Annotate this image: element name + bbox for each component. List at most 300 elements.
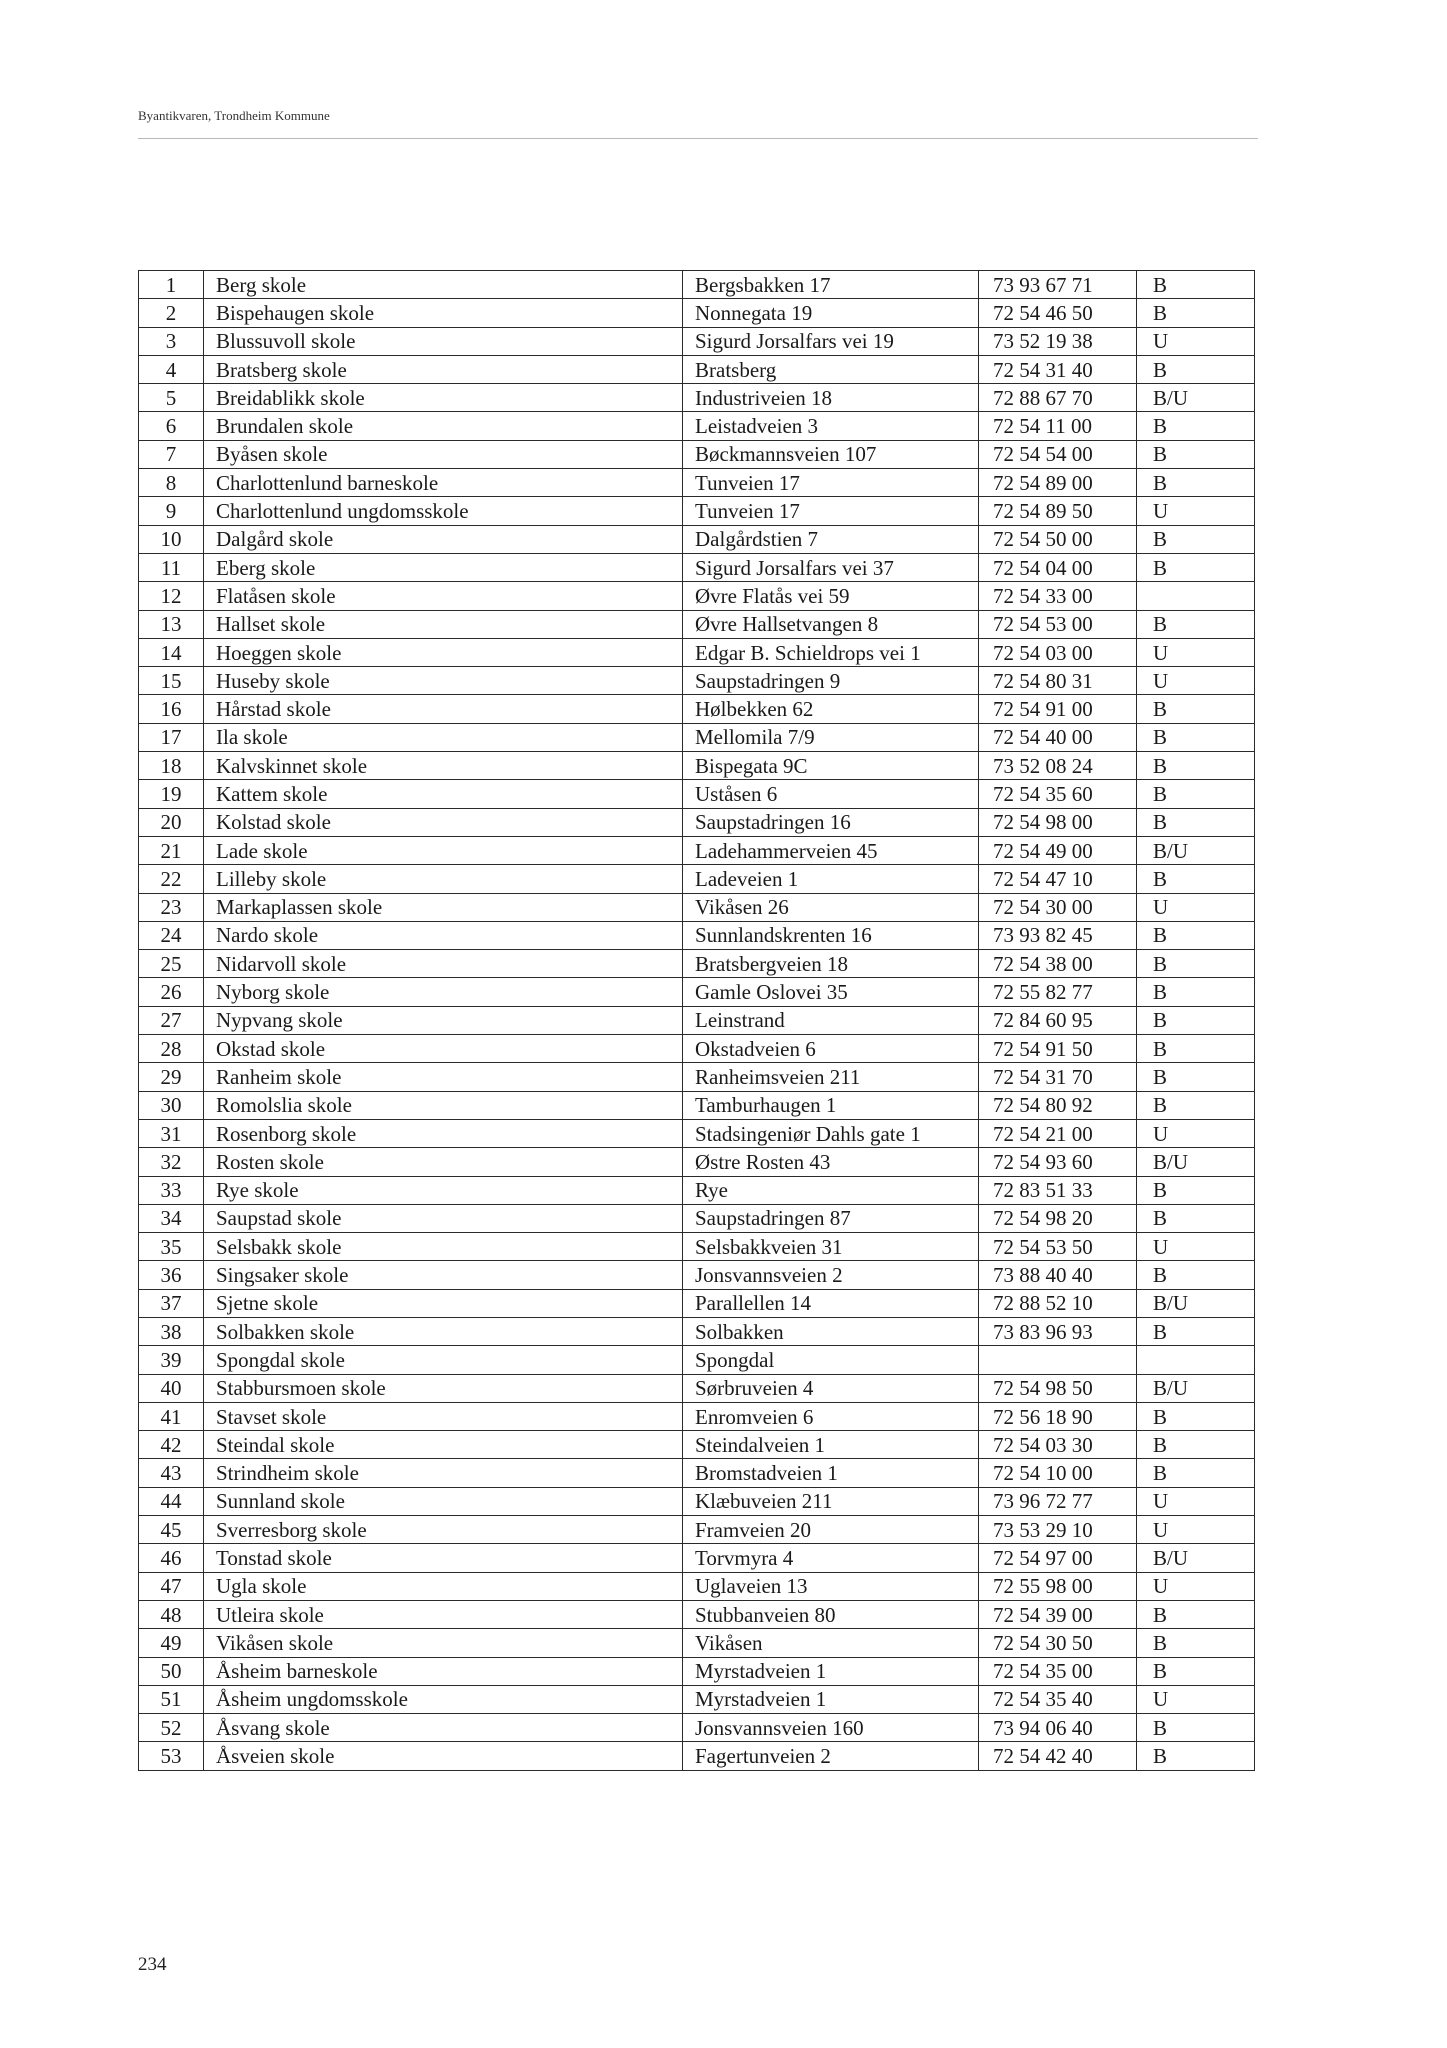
school-name: Lilleby skole: [204, 865, 683, 893]
table-row: [139, 1459, 1255, 1487]
school-address: Torvmyra 4: [683, 1544, 979, 1572]
school-type: B: [1137, 1657, 1255, 1685]
school-name: Spongdal skole: [204, 1346, 683, 1374]
table-row: [139, 1317, 1255, 1345]
school-address: Sigurd Jorsalfars vei 37: [683, 553, 979, 581]
school-phone: 72 54 35 40: [979, 1685, 1137, 1713]
school-address: Framveien 20: [683, 1516, 979, 1544]
school-address: Jonsvannsveien 2: [683, 1261, 979, 1289]
row-number: 26: [139, 978, 204, 1006]
school-type: B: [1137, 299, 1255, 327]
school-address: Saupstadringen 87: [683, 1204, 979, 1232]
school-phone: 72 54 53 50: [979, 1233, 1137, 1261]
school-name: Okstad skole: [204, 1035, 683, 1063]
row-number: 23: [139, 893, 204, 921]
school-type: B: [1137, 1035, 1255, 1063]
school-name: Bratsberg skole: [204, 355, 683, 383]
table-row: [139, 1176, 1255, 1204]
school-type: B: [1137, 1714, 1255, 1742]
school-address: Bispegata 9C: [683, 752, 979, 780]
school-type: B: [1137, 808, 1255, 836]
school-phone: 72 54 30 50: [979, 1629, 1137, 1657]
school-phone: 72 54 11 00: [979, 412, 1137, 440]
school-name: Nardo skole: [204, 921, 683, 949]
school-address: Industriveien 18: [683, 384, 979, 412]
school-type: B: [1137, 553, 1255, 581]
school-name: Lade skole: [204, 836, 683, 864]
row-number: 44: [139, 1487, 204, 1515]
school-phone: 72 54 98 50: [979, 1374, 1137, 1402]
school-name: Sverresborg skole: [204, 1516, 683, 1544]
table-row: [139, 271, 1255, 299]
school-name: Tonstad skole: [204, 1544, 683, 1572]
school-phone: 72 54 80 92: [979, 1091, 1137, 1119]
school-name: Ranheim skole: [204, 1063, 683, 1091]
table-row: [139, 1261, 1255, 1289]
school-type: B: [1137, 865, 1255, 893]
school-type: B: [1137, 1742, 1255, 1770]
school-address: Fagertunveien 2: [683, 1742, 979, 1770]
table-row: [139, 1233, 1255, 1261]
school-phone: 72 54 21 00: [979, 1119, 1137, 1147]
school-type: B: [1137, 1006, 1255, 1034]
school-type: U: [1137, 667, 1255, 695]
school-type: B: [1137, 1459, 1255, 1487]
school-phone: 72 54 35 60: [979, 780, 1137, 808]
school-type: B: [1137, 525, 1255, 553]
school-type: U: [1137, 1233, 1255, 1261]
table-row: [139, 327, 1255, 355]
school-address: Tunveien 17: [683, 469, 979, 497]
school-address: Edgar B. Schieldrops vei 1: [683, 638, 979, 666]
table-row: [139, 497, 1255, 525]
school-type: U: [1137, 327, 1255, 355]
row-number: 49: [139, 1629, 204, 1657]
school-name: Singsaker skole: [204, 1261, 683, 1289]
school-type: U: [1137, 1685, 1255, 1713]
table-row: [139, 1091, 1255, 1119]
school-address: Sunnlandskrenten 16: [683, 921, 979, 949]
row-number: 13: [139, 610, 204, 638]
school-phone: 72 54 30 00: [979, 893, 1137, 921]
school-name: Rosten skole: [204, 1148, 683, 1176]
table-row: [139, 525, 1255, 553]
table-row: [139, 1289, 1255, 1317]
school-address: Vikåsen 26: [683, 893, 979, 921]
school-type: B/U: [1137, 1374, 1255, 1402]
school-address: Bratsberg: [683, 355, 979, 383]
table-row: [139, 1431, 1255, 1459]
row-number: 33: [139, 1176, 204, 1204]
row-number: 19: [139, 780, 204, 808]
row-number: 8: [139, 469, 204, 497]
school-type: B: [1137, 412, 1255, 440]
page-number: 234: [138, 1954, 167, 1975]
school-name: Charlottenlund barneskole: [204, 469, 683, 497]
row-number: 15: [139, 667, 204, 695]
school-phone: 72 54 35 00: [979, 1657, 1137, 1685]
school-phone: 72 56 18 90: [979, 1402, 1137, 1430]
school-type: B: [1137, 950, 1255, 978]
school-phone: 72 54 89 00: [979, 469, 1137, 497]
school-name: Berg skole: [204, 271, 683, 299]
row-number: 36: [139, 1261, 204, 1289]
school-phone: 73 53 29 10: [979, 1516, 1137, 1544]
row-number: 4: [139, 355, 204, 383]
school-phone: 72 54 04 00: [979, 553, 1137, 581]
table-row: [139, 1544, 1255, 1572]
school-type: B: [1137, 1402, 1255, 1430]
table-row: [139, 667, 1255, 695]
table-row: [139, 469, 1255, 497]
school-phone: 72 88 52 10: [979, 1289, 1137, 1317]
table-row: [139, 384, 1255, 412]
school-phone: 72 84 60 95: [979, 1006, 1137, 1034]
table-row: [139, 865, 1255, 893]
header-divider: [138, 138, 1258, 139]
table-row: [139, 638, 1255, 666]
school-phone: 72 54 50 00: [979, 525, 1137, 553]
school-name: Utleira skole: [204, 1600, 683, 1628]
school-phone: 72 54 93 60: [979, 1148, 1137, 1176]
school-phone: 73 52 08 24: [979, 752, 1137, 780]
school-address: Tunveien 17: [683, 497, 979, 525]
row-number: 22: [139, 865, 204, 893]
school-name: Åsheim ungdomsskole: [204, 1685, 683, 1713]
school-type: B/U: [1137, 836, 1255, 864]
row-number: 50: [139, 1657, 204, 1685]
school-phone: 72 54 91 00: [979, 695, 1137, 723]
row-number: 9: [139, 497, 204, 525]
school-address: Spongdal: [683, 1346, 979, 1374]
school-address: Bøckmannsveien 107: [683, 440, 979, 468]
school-type: U: [1137, 638, 1255, 666]
table-row: [139, 1035, 1255, 1063]
school-phone: 72 54 53 00: [979, 610, 1137, 638]
school-type: U: [1137, 1572, 1255, 1600]
school-name: Dalgård skole: [204, 525, 683, 553]
school-phone: 73 83 96 93: [979, 1317, 1137, 1345]
school-name: Steindal skole: [204, 1431, 683, 1459]
school-type: [1137, 582, 1255, 610]
table-row: [139, 1006, 1255, 1034]
school-address: Stadsingeniør Dahls gate 1: [683, 1119, 979, 1147]
row-number: 25: [139, 950, 204, 978]
running-header: Byantikvaren, Trondheim Kommune: [138, 108, 330, 123]
row-number: 51: [139, 1685, 204, 1713]
school-type: B: [1137, 1261, 1255, 1289]
school-name: Solbakken skole: [204, 1317, 683, 1345]
table-row: [139, 752, 1255, 780]
table-row: [139, 1119, 1255, 1147]
row-number: 27: [139, 1006, 204, 1034]
school-phone: 72 54 80 31: [979, 667, 1137, 695]
school-name: Ila skole: [204, 723, 683, 751]
table-row: [139, 355, 1255, 383]
school-type: B/U: [1137, 1148, 1255, 1176]
school-name: Strindheim skole: [204, 1459, 683, 1487]
school-phone: [979, 1346, 1137, 1374]
school-address: Vikåsen: [683, 1629, 979, 1657]
school-address: Selsbakkveien 31: [683, 1233, 979, 1261]
school-address: Saupstadringen 16: [683, 808, 979, 836]
school-name: Nyborg skole: [204, 978, 683, 1006]
school-phone: 73 93 82 45: [979, 921, 1137, 949]
school-phone: 72 54 38 00: [979, 950, 1137, 978]
school-phone: 72 88 67 70: [979, 384, 1137, 412]
school-phone: 72 55 82 77: [979, 978, 1137, 1006]
school-name: Kalvskinnet skole: [204, 752, 683, 780]
school-address: Enromveien 6: [683, 1402, 979, 1430]
row-number: 24: [139, 921, 204, 949]
row-number: 47: [139, 1572, 204, 1600]
school-address: Uståsen 6: [683, 780, 979, 808]
school-name: Åsheim barneskole: [204, 1657, 683, 1685]
school-name: Romolslia skole: [204, 1091, 683, 1119]
school-phone: 73 96 72 77: [979, 1487, 1137, 1515]
school-name: Markaplassen skole: [204, 893, 683, 921]
school-name: Åsveien skole: [204, 1742, 683, 1770]
school-type: B/U: [1137, 1544, 1255, 1572]
school-address: Gamle Oslovei 35: [683, 978, 979, 1006]
row-number: 12: [139, 582, 204, 610]
school-phone: 72 54 03 30: [979, 1431, 1137, 1459]
table-row: [139, 723, 1255, 751]
table-row: [139, 582, 1255, 610]
school-name: Byåsen skole: [204, 440, 683, 468]
school-name: Kattem skole: [204, 780, 683, 808]
school-name: Sunnland skole: [204, 1487, 683, 1515]
school-name: Huseby skole: [204, 667, 683, 695]
school-type: [1137, 1346, 1255, 1374]
table-row: [139, 1516, 1255, 1544]
school-type: U: [1137, 1119, 1255, 1147]
school-type: U: [1137, 1487, 1255, 1515]
school-type: B: [1137, 440, 1255, 468]
school-phone: 73 52 19 38: [979, 327, 1137, 355]
school-phone: 72 54 54 00: [979, 440, 1137, 468]
school-address: Steindalveien 1: [683, 1431, 979, 1459]
row-number: 18: [139, 752, 204, 780]
school-type: B: [1137, 723, 1255, 751]
school-phone: 73 94 06 40: [979, 1714, 1137, 1742]
row-number: 31: [139, 1119, 204, 1147]
row-number: 1: [139, 271, 204, 299]
school-address: Okstadveien 6: [683, 1035, 979, 1063]
school-phone: 72 55 98 00: [979, 1572, 1137, 1600]
row-number: 14: [139, 638, 204, 666]
school-type: B: [1137, 780, 1255, 808]
row-number: 43: [139, 1459, 204, 1487]
school-address: Øvre Flatås vei 59: [683, 582, 979, 610]
school-address: Parallellen 14: [683, 1289, 979, 1317]
school-address: Bromstadveien 1: [683, 1459, 979, 1487]
school-address: Saupstadringen 9: [683, 667, 979, 695]
school-address: Leistadveien 3: [683, 412, 979, 440]
table-row: [139, 1600, 1255, 1628]
school-phone: 72 54 89 50: [979, 497, 1137, 525]
row-number: 34: [139, 1204, 204, 1232]
school-address: Østre Rosten 43: [683, 1148, 979, 1176]
row-number: 41: [139, 1402, 204, 1430]
school-name: Nidarvoll skole: [204, 950, 683, 978]
school-phone: 72 54 98 20: [979, 1204, 1137, 1232]
table-row: [139, 893, 1255, 921]
school-address: Ranheimsveien 211: [683, 1063, 979, 1091]
school-phone: 72 54 47 10: [979, 865, 1137, 893]
school-address: Mellomila 7/9: [683, 723, 979, 751]
table-row: [139, 1742, 1255, 1770]
row-number: 30: [139, 1091, 204, 1119]
table-row: [139, 1063, 1255, 1091]
school-type: B: [1137, 610, 1255, 638]
school-phone: 73 88 40 40: [979, 1261, 1137, 1289]
table-row: [139, 440, 1255, 468]
school-address: Ladeveien 1: [683, 865, 979, 893]
school-name: Eberg skole: [204, 553, 683, 581]
table-row: [139, 978, 1255, 1006]
school-type: B/U: [1137, 384, 1255, 412]
school-type: B: [1137, 1176, 1255, 1204]
row-number: 37: [139, 1289, 204, 1317]
school-address: Leinstrand: [683, 1006, 979, 1034]
school-name: Hårstad skole: [204, 695, 683, 723]
school-address: Sørbruveien 4: [683, 1374, 979, 1402]
school-address: Stubbanveien 80: [683, 1600, 979, 1628]
school-name: Brundalen skole: [204, 412, 683, 440]
row-number: 42: [139, 1431, 204, 1459]
table-row: [139, 780, 1255, 808]
row-number: 10: [139, 525, 204, 553]
school-address: Øvre Hallsetvangen 8: [683, 610, 979, 638]
school-name: Charlottenlund ungdomsskole: [204, 497, 683, 525]
school-type: B: [1137, 752, 1255, 780]
school-phone: 72 54 42 40: [979, 1742, 1137, 1770]
school-address: Klæbuveien 211: [683, 1487, 979, 1515]
row-number: 46: [139, 1544, 204, 1572]
row-number: 28: [139, 1035, 204, 1063]
school-name: Åsvang skole: [204, 1714, 683, 1742]
school-address: Rye: [683, 1176, 979, 1204]
school-type: B/U: [1137, 1289, 1255, 1317]
school-name: Flatåsen skole: [204, 582, 683, 610]
table-row: [139, 1204, 1255, 1232]
school-name: Kolstad skole: [204, 808, 683, 836]
school-type: B: [1137, 978, 1255, 1006]
school-address: Bergsbakken 17: [683, 271, 979, 299]
school-type: B: [1137, 921, 1255, 949]
row-number: 52: [139, 1714, 204, 1742]
table-row: [139, 1374, 1255, 1402]
table-row: [139, 836, 1255, 864]
school-name: Stabbursmoen skole: [204, 1374, 683, 1402]
school-type: B: [1137, 271, 1255, 299]
school-address: Jonsvannsveien 160: [683, 1714, 979, 1742]
school-type: B: [1137, 1091, 1255, 1119]
school-name: Rosenborg skole: [204, 1119, 683, 1147]
table-row: [139, 412, 1255, 440]
school-name: Nypvang skole: [204, 1006, 683, 1034]
school-address: Dalgårdstien 7: [683, 525, 979, 553]
school-name: Hoeggen skole: [204, 638, 683, 666]
school-type: B: [1137, 1204, 1255, 1232]
row-number: 48: [139, 1600, 204, 1628]
school-phone: 72 54 03 00: [979, 638, 1137, 666]
school-phone: 73 93 67 71: [979, 271, 1137, 299]
school-phone: 72 54 97 00: [979, 1544, 1137, 1572]
school-name: Bispehaugen skole: [204, 299, 683, 327]
school-address: Nonnegata 19: [683, 299, 979, 327]
school-address: Myrstadveien 1: [683, 1685, 979, 1713]
school-address: Sigurd Jorsalfars vei 19: [683, 327, 979, 355]
school-name: Ugla skole: [204, 1572, 683, 1600]
school-name: Breidablikk skole: [204, 384, 683, 412]
school-phone: 72 54 49 00: [979, 836, 1137, 864]
school-type: B: [1137, 1600, 1255, 1628]
row-number: 38: [139, 1317, 204, 1345]
row-number: 29: [139, 1063, 204, 1091]
table-row: [139, 1487, 1255, 1515]
school-type: U: [1137, 1516, 1255, 1544]
row-number: 32: [139, 1148, 204, 1176]
school-table-body: [139, 271, 1255, 1771]
table-row: [139, 921, 1255, 949]
table-row: [139, 1572, 1255, 1600]
school-address: Bratsbergveien 18: [683, 950, 979, 978]
table-row: [139, 1714, 1255, 1742]
school-type: B: [1137, 469, 1255, 497]
row-number: 17: [139, 723, 204, 751]
table-row: [139, 299, 1255, 327]
table-row: [139, 1629, 1255, 1657]
school-name: Stavset skole: [204, 1402, 683, 1430]
row-number: 21: [139, 836, 204, 864]
table-row: [139, 1657, 1255, 1685]
school-type: U: [1137, 497, 1255, 525]
table-row: [139, 1346, 1255, 1374]
school-type: B: [1137, 1629, 1255, 1657]
row-number: 11: [139, 553, 204, 581]
school-type: B: [1137, 695, 1255, 723]
school-phone: 72 54 39 00: [979, 1600, 1137, 1628]
table-row: [139, 950, 1255, 978]
school-address: Ladehammerveien 45: [683, 836, 979, 864]
table-row: [139, 808, 1255, 836]
row-number: 7: [139, 440, 204, 468]
table-row: [139, 1148, 1255, 1176]
row-number: 53: [139, 1742, 204, 1770]
school-address: Solbakken: [683, 1317, 979, 1345]
school-phone: 72 54 31 40: [979, 355, 1137, 383]
table-row: [139, 610, 1255, 638]
row-number: 45: [139, 1516, 204, 1544]
school-phone: 72 54 10 00: [979, 1459, 1137, 1487]
school-table: [138, 270, 1255, 1771]
school-phone: 72 83 51 33: [979, 1176, 1137, 1204]
school-type: B: [1137, 1063, 1255, 1091]
school-name: Selsbakk skole: [204, 1233, 683, 1261]
school-phone: 72 54 40 00: [979, 723, 1137, 751]
school-name: Blussuvoll skole: [204, 327, 683, 355]
school-address: Uglaveien 13: [683, 1572, 979, 1600]
row-number: 35: [139, 1233, 204, 1261]
school-address: Myrstadveien 1: [683, 1657, 979, 1685]
row-number: 2: [139, 299, 204, 327]
row-number: 6: [139, 412, 204, 440]
school-name: Rye skole: [204, 1176, 683, 1204]
row-number: 20: [139, 808, 204, 836]
school-name: Saupstad skole: [204, 1204, 683, 1232]
